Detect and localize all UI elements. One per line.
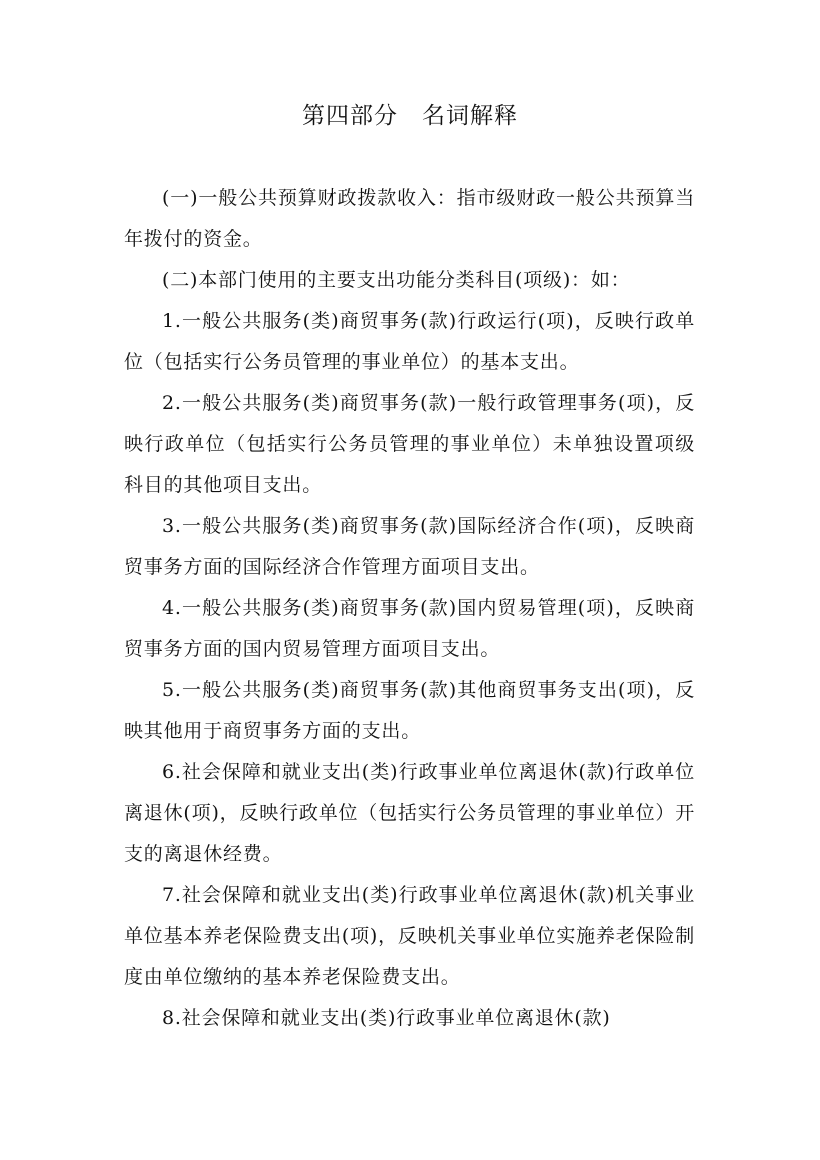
list-item: 2.一般公共服务(类)商贸事务(款)一般行政管理事务(项)，反映行政单位（包括实行公务员管理的事业单位）未单独设置项级科目的其他项目支出。 (124, 392, 695, 496)
paragraph-expenditure-categories: (二)本部门使用的主要支出功能分类科目(项级)：如： (162, 269, 631, 291)
page-title: 第四部分 名词解释 (302, 103, 518, 129)
list-item: 1.一般公共服务(类)商贸事务(款)行政运行(项)，反映行政单位（包括实行公务员管理的事业单位）的基本支出。 (124, 310, 695, 373)
list-item: 7.社会保障和就业支出(类)行政事业单位离退休(款)机关事业单位基本养老保险费支出(项)，反映机关事业单位实施养老保险制度由单位缴纳的基本养老保险费支出。 (124, 884, 695, 988)
list-item: 8.社会保障和就业支出(类)行政事业单位离退休(款) (162, 1007, 611, 1029)
paragraph-general-budget-income: (一)一般公共预算财政拨款收入：指市级财政一般公共预算当年拨付的资金。 (124, 187, 695, 250)
document-body (124, 178, 695, 1039)
list-item: 6.社会保障和就业支出(类)行政事业单位离退休(款)行政单位离退休(项)，反映行政单位（包括实行公务员管理的事业单位）开支的离退休经费。 (124, 761, 695, 865)
list-item: 4.一般公共服务(类)商贸事务(款)国内贸易管理(项)，反映商贸事务方面的国内贸易管理方面项目支出。 (124, 597, 695, 660)
list-item: 3.一般公共服务(类)商贸事务(款)国际经济合作(项)，反映商贸事务方面的国际经济合作管理方面项目支出。 (124, 515, 695, 578)
list-item: 5.一般公共服务(类)商贸事务(款)其他商贸事务支出(项)，反映其他用于商贸事务方面的支出。 (124, 679, 695, 742)
